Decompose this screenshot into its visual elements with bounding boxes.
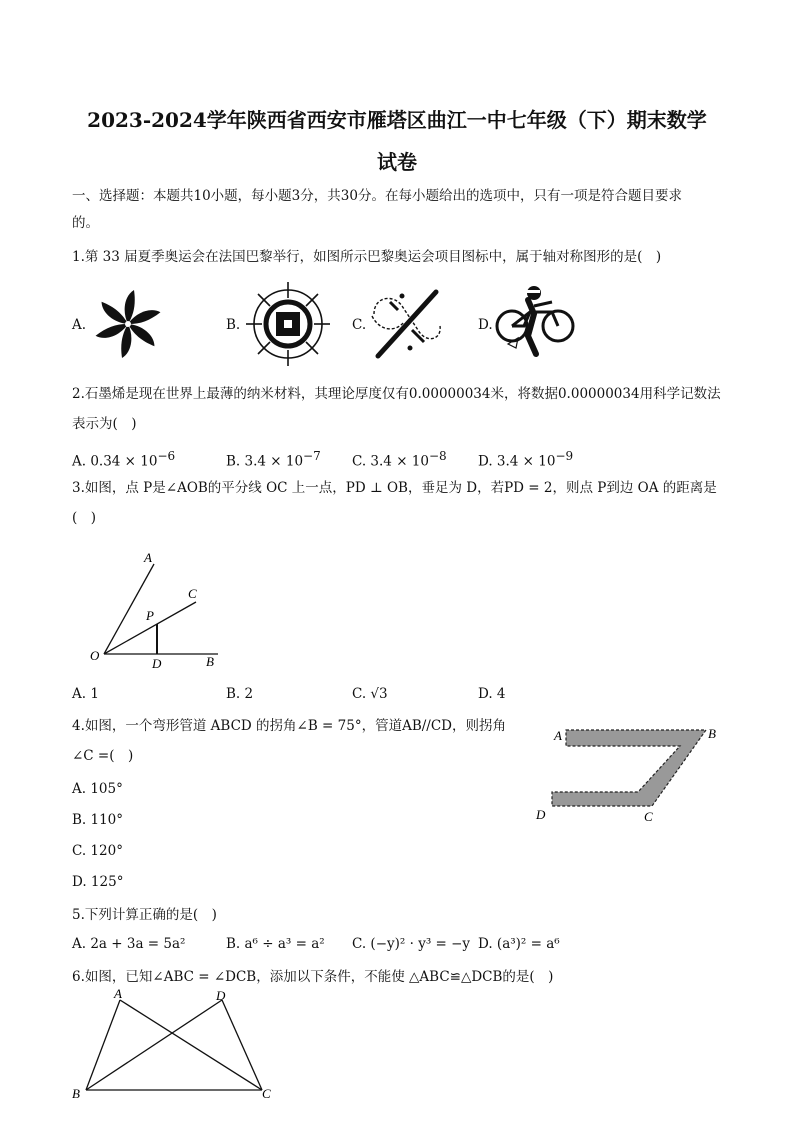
label-d: D: [152, 656, 162, 671]
q2-stem-line2: 表示为( ): [72, 416, 137, 432]
segment-dc: [222, 1000, 262, 1090]
exam-title-line2: 试卷: [377, 150, 417, 174]
q4-option-c: C. 120°: [72, 843, 123, 859]
exam-title-line1: 2023-2024学年陕西省西安市雁塔区曲江一中七年级（下）期末数学: [87, 108, 707, 132]
label-c: C: [262, 1086, 271, 1101]
label-a: A: [554, 728, 562, 743]
q5-option-d: D. (a³)² = a⁶: [478, 936, 560, 952]
q5-option-c: C. (−y)² · y³ = −y: [352, 936, 471, 952]
section-instructions-line2: 的。: [72, 215, 99, 231]
label-b: B: [708, 726, 716, 741]
target-icon: [246, 282, 330, 366]
label-d: D: [216, 988, 226, 1003]
label-b: B: [72, 1086, 80, 1101]
q5-stem: 5.下列计算正确的是( ): [72, 907, 217, 923]
pinwheel-icon: [88, 287, 168, 361]
label-c: C: [188, 586, 197, 601]
section-instructions-line1: 一、选择题：本题共10小题，每小题3分，共30分。在每小题给出的选项中，只有一项是符合题目要求: [72, 188, 682, 204]
q4-stem-line2: ∠C =( ): [72, 748, 134, 764]
q3-option-a: A. 1: [72, 686, 99, 702]
q1-stem: 1.第 33 届夏季奥运会在法国巴黎举行，如图所示巴黎奥运会项目图标中，属于轴对称图形的是( ): [72, 249, 662, 265]
q1-option-c-label: C.: [352, 317, 367, 333]
segment-ba: [86, 1000, 120, 1090]
q5-option-a: A. 2a + 3a = 5a²: [72, 936, 186, 952]
label-b: B: [206, 654, 214, 669]
q1-option-b-label: B.: [226, 317, 241, 333]
q4-pipe-figure: [530, 718, 730, 828]
cyclist-icon: [494, 284, 576, 362]
q5-option-b: B. a⁶ ÷ a³ = a²: [226, 936, 325, 952]
segment-ac: [120, 1000, 262, 1090]
pipe-shape: [552, 730, 706, 806]
q4-option-d: D. 125°: [72, 874, 124, 890]
segment-bd: [86, 1000, 222, 1090]
label-a: A: [114, 986, 122, 1001]
q4-option-b: B. 110°: [72, 812, 124, 828]
q3-stem-line2: ( ): [72, 510, 97, 526]
label-d: D: [536, 807, 546, 822]
q3-option-c: C. √3: [352, 686, 388, 702]
q1-option-d-label: D.: [478, 317, 493, 333]
racket-icon: [366, 286, 446, 362]
q2-stem-line1: 2.石墨烯是现在世界上最薄的纳米材料，其理论厚度仅有0.00000034米，将数据0.00000034用科学记数法: [72, 386, 721, 402]
label-a: A: [144, 550, 152, 565]
q1-option-a-label: A.: [72, 317, 87, 333]
q6-stem: 6.如图，已知∠ABC = ∠DCB，添加以下条件，不能使 △ABC≌△DCB的是( ): [72, 969, 554, 985]
q3-option-d: D. 4: [478, 686, 506, 702]
q2-option-c: C. $3.4 \times 10^{-8}$: [352, 449, 447, 470]
q2-option-a: A. $0.34 \times 10^{-6}$: [72, 449, 176, 470]
q3-angle-figure: [84, 548, 234, 672]
q4-option-a: A. 105°: [72, 781, 123, 797]
q3-option-b: B. 2: [226, 686, 254, 702]
q2-option-b: B. $3.4 \times 10^{-7}$: [226, 449, 321, 470]
q3-stem-line1: 3.如图，点 P是∠AOB的平分线 OC 上一点，PD ⊥ OB，垂足为 D，若PD = 2，则点 P到边 OA 的距离是: [72, 480, 717, 496]
q6-triangle-figure: [66, 986, 286, 1104]
label-c: C: [644, 809, 653, 824]
q4-stem-line1: 4.如图，一个弯形管道 ABCD 的拐角∠B = 75°，管道AB//CD，则拐角: [72, 718, 507, 734]
label-o: O: [90, 648, 100, 663]
label-p: P: [146, 608, 154, 623]
q2-option-d: D. $3.4 \times 10^{-9}$: [478, 449, 574, 470]
